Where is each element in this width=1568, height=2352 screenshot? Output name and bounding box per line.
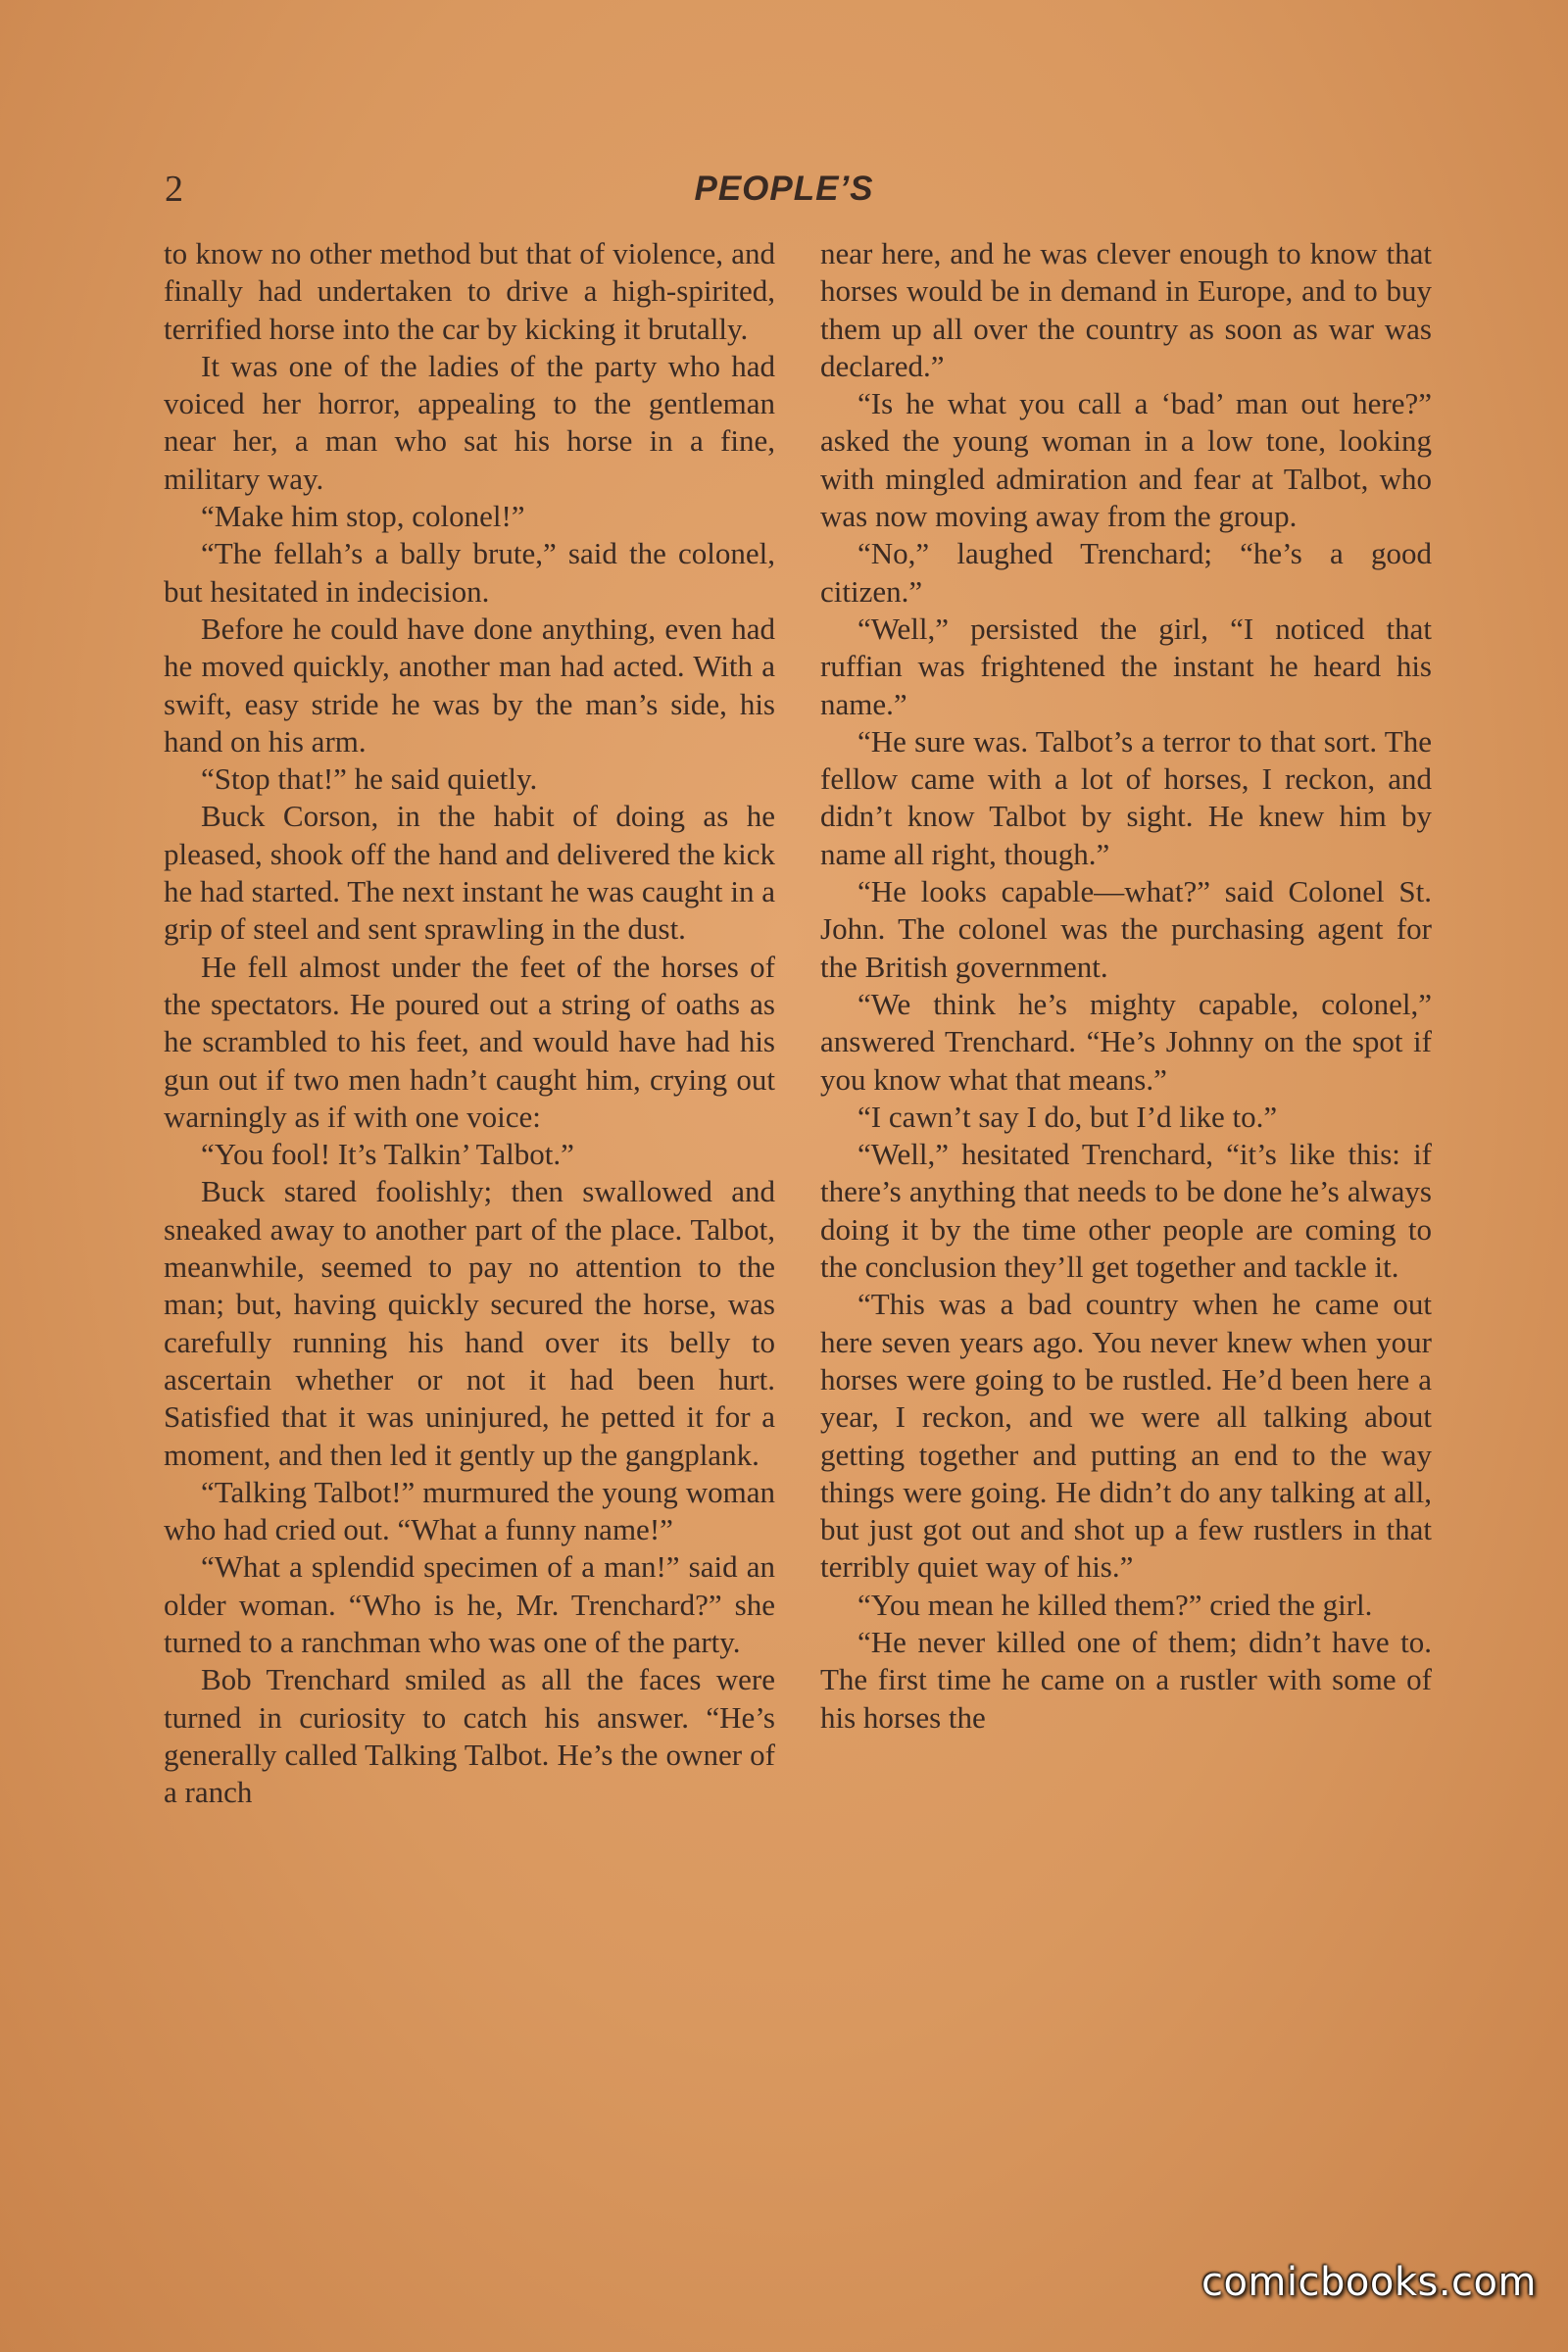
paragraph: “Well,” hesitated Trenchard, “it’s like this: if there’s anything that needs to be done he’s always doing it by the time other people are coming to the conclusion they’ll get together and tackle it.	[820, 1137, 1432, 1285]
paragraph: “He sure was. Talbot’s a terror to that sort. The fellow came with a lot of horses, I reckon, and didn’t know Talbot by sight. He knew him by name all right, though.”	[820, 723, 1432, 871]
paragraph: Before he could have done anything, even had he moved quickly, another man had acted. With a swift, easy stride he was by the man’s side, his hand on his arm.	[164, 611, 775, 759]
paragraph: “He looks capable—what?” said Colonel St. John. The colonel was the purchasing agent for the British government.	[820, 874, 1432, 984]
paragraph: “This was a bad country when he came out here seven years ago. You never knew when your horses were going to be rustled. He’d been here a year, I reckon, and we were all talking about getting together and putting an end to the way things were going. He didn’t do any talking at all, but just got out and shot up a few rustlers in that terribly quiet way of his.”	[820, 1287, 1432, 1585]
left-column	[164, 235, 775, 1811]
paragraph: “Is he what you call a ‘bad’ man out here?” asked the young woman in a low tone, looking with mingled admiration and fear at Talbot, who was now moving away from the group.	[820, 386, 1432, 534]
paragraph: “Talking Talbot!” murmured the young woman who had cried out. “What a funny name!”	[164, 1474, 775, 1547]
paragraph: “You mean he killed them?” cried the girl.	[858, 1587, 1373, 1622]
paragraph: Buck stared foolishly; then swallowed and sneaked away to another part of the place. Talbot, meanwhile, seemed to pay no attention to the man; but, having quickly secured the horse, was carefully running his hand over its belly to ascertain whether or not it had been hurt. Satisfied that it was uninjured, he petted it for a moment, and then led it gently up the gangplank.	[164, 1174, 775, 1472]
paragraph: near here, and he was clever enough to know that horses would be in demand in Europe, and to buy them up all over the country as soon as war was declared.”	[820, 236, 1432, 383]
paragraph: “Stop that!” he said quietly.	[201, 761, 538, 797]
running-title: PEOPLE’S	[694, 170, 874, 208]
paragraph: “You fool! It’s Talkin’ Talbot.”	[201, 1137, 574, 1172]
watermark-logo: comicbooks.com	[1200, 2260, 1537, 2305]
paragraph: “What a splendid specimen of a man!” said an older woman. “Who is he, Mr. Trenchard?” she turned to a ranchman who was one of the party.	[164, 1549, 775, 1659]
paragraph: It was one of the ladies of the party who had voiced her horror, appealing to the gentleman near her, a man who sat his horse in a fine, military way.	[164, 348, 775, 496]
paragraph: “The fellah’s a bally brute,” said the colonel, but hesitated in indecision.	[164, 536, 775, 609]
page-header	[0, 165, 1568, 214]
paragraph: to know no other method but that of violence, and finally had undertaken to drive a high-spirited, terrified horse into the car by kicking it brutally.	[164, 236, 775, 346]
paragraph: “Well,” persisted the girl, “I noticed that ruffian was frightened the instant he heard his name.”	[820, 611, 1432, 721]
paragraph: “I cawn’t say I do, but I’d like to.”	[858, 1099, 1278, 1134]
paragraph: He fell almost under the feet of the horses of the spectators. He poured out a string of oaths as he scrambled to his feet, and would have had his gun out if two men hadn’t caught him, crying out warningly as if with one voice:	[164, 949, 775, 1134]
page-number: 2	[165, 169, 183, 210]
right-column	[820, 235, 1432, 1737]
paragraph: “Make him stop, colonel!”	[201, 499, 525, 534]
paragraph: Buck Corson, in the habit of doing as he pleased, shook off the hand and delivered the kick he had started. The next instant he was caught in a grip of steel and sent sprawling in the dust.	[164, 799, 775, 947]
paragraph: “No,” laughed Trenchard; “he’s a good citizen.”	[820, 536, 1432, 609]
paragraph: “He never killed one of them; didn’t have to. The first time he came on a rustler with some of his horses the	[820, 1624, 1432, 1735]
paragraph: “We think he’s mighty capable, colonel,” answered Trenchard. “He’s Johnny on the spot if you know what that means.”	[820, 986, 1432, 1097]
paragraph: Bob Trenchard smiled as all the faces were turned in curiosity to catch his answer. “He’s generally called Talking Talbot. He’s the owner of a ranch	[164, 1662, 775, 1810]
